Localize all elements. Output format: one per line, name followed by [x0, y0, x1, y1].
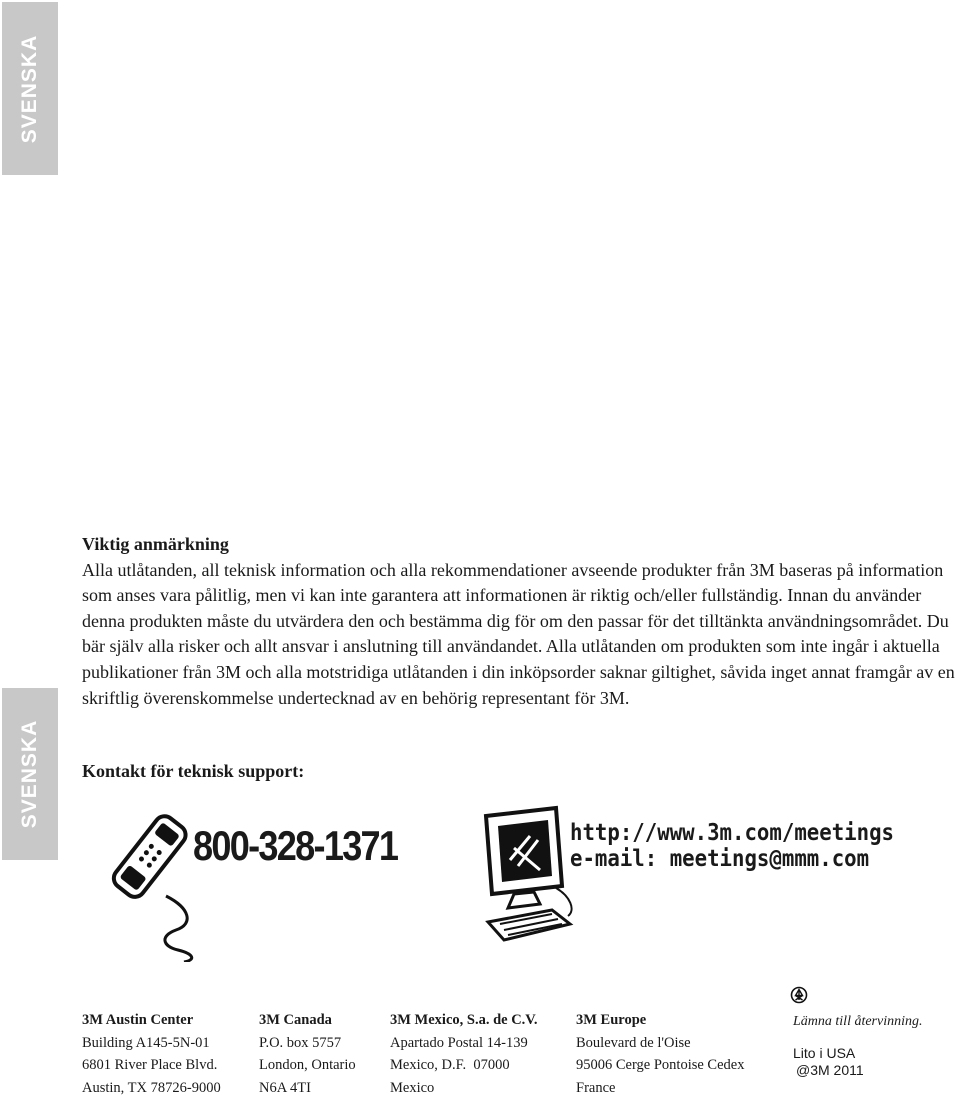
support-phone-number: 800-328-1371	[193, 822, 398, 869]
notice-heading: Viktig anmärkning	[82, 534, 229, 554]
address-name: 3M Canada	[259, 1012, 332, 1028]
address-line: Apartado Postal 14-139	[390, 1034, 528, 1051]
copyright: @3M 2011	[796, 1062, 864, 1078]
address-line: Mexico	[390, 1079, 435, 1096]
address-line: N6A 4TI	[259, 1079, 311, 1096]
address-name: 3M Europe	[576, 1012, 647, 1028]
address-canada	[259, 1009, 356, 1099]
language-tab-bottom	[2, 688, 58, 860]
address-line: Austin, TX 78726-9000	[82, 1079, 221, 1096]
address-line: 6801 River Place Blvd.	[82, 1057, 218, 1074]
recycle-notice: Lämna till återvinning.	[793, 1014, 923, 1029]
address-name: 3M Austin Center	[82, 1012, 194, 1028]
language-tab-label: SVENSKA	[18, 719, 41, 829]
language-tab-label: SVENSKA	[18, 34, 41, 143]
address-europe	[576, 1009, 744, 1099]
recycle-icon	[790, 986, 808, 1004]
address-name: 3M Mexico, S.a. de C.V.	[390, 1012, 538, 1028]
address-line: P.O. box 5757	[259, 1034, 342, 1051]
important-notice	[82, 532, 960, 711]
address-line: Building A145-5N-01	[82, 1034, 210, 1051]
address-mexico	[390, 1009, 538, 1099]
notice-body: Alla utlåtanden, all teknisk information och alla rekommendationer avseende produkter från 3M baseras på information som anses vara pålitlig, men vi kan inte garantera att informationen är riktig och/eller fullständig. Innan du använder denna produkten måste du utvärdera den och bestämma dig för om den passar för det tilltänkta användningsområdet. Du bär själv alla risker och allt ansvar i anslutning till användandet. Alla utlåtanden om produkten som inte ingår i aktuella publikationer från 3M och alla motstridiga utlåtanden i din inköpsorder saknar giltighet, såvida inget annat framgår av en skriftlig överenskommelse undertecknad av en behörig representant för 3M.	[82, 559, 955, 708]
address-line: Boulevard de l'Oise	[576, 1034, 691, 1051]
address-line: 95006 Cerge Pontoise Cedex	[576, 1057, 745, 1074]
address-austin	[82, 1009, 221, 1099]
address-line: Mexico, D.F. 07000	[390, 1057, 510, 1074]
address-line: France	[576, 1079, 616, 1096]
support-title: Kontakt för teknisk support:	[82, 761, 305, 781]
language-tab-top	[2, 2, 58, 175]
support-email[interactable]: e-mail: meetings@mmm.com	[570, 846, 870, 872]
telephone-handset-icon	[104, 812, 200, 962]
print-info	[793, 1045, 864, 1079]
print-location: Lito i USA	[793, 1045, 856, 1061]
computer-icon	[478, 800, 578, 952]
support-website[interactable]: http://www.3m.com/meetings	[570, 820, 895, 846]
address-line: London, Ontario	[259, 1057, 356, 1074]
